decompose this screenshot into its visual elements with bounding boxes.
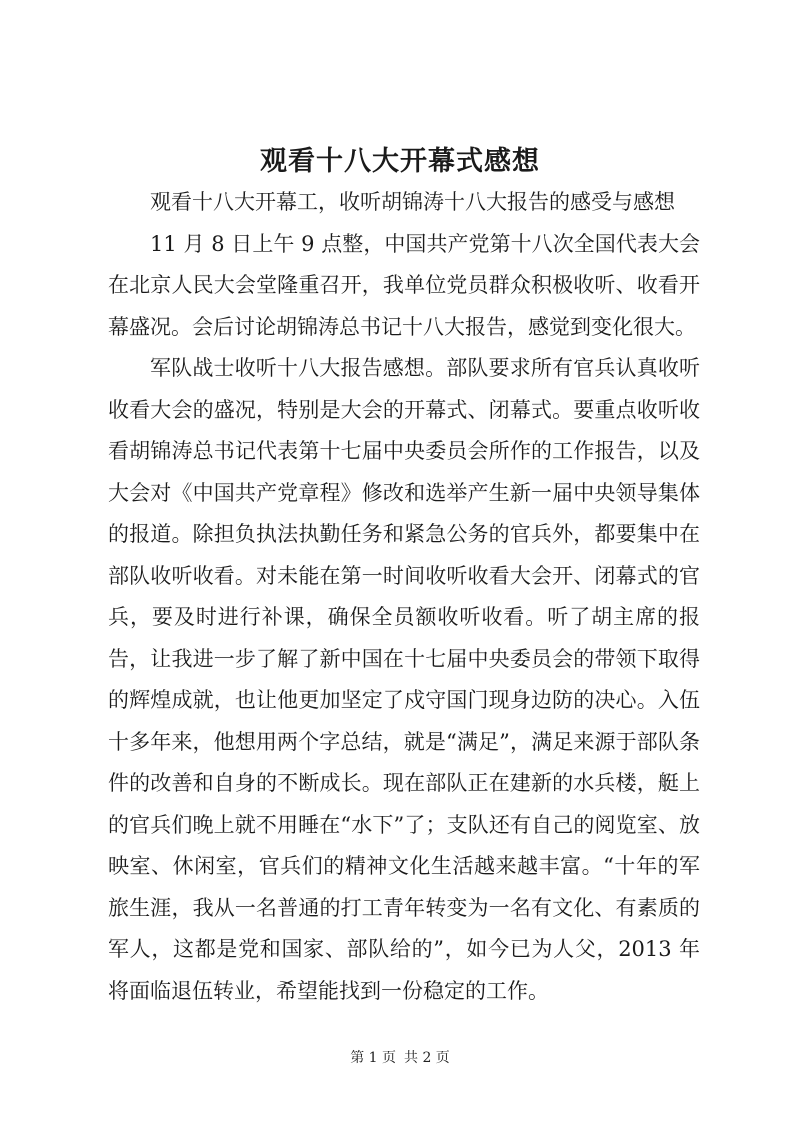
page-number: 第 1 页 [350,1050,396,1066]
body-paragraph: 11 月 8 日上午 9 点整，中国共产党第十八次全国代表大会在北京人民大会堂隆重召开，我单位党员群众积极收听、收看开幕盛况。会后讨论胡锦涛总书记十八大报告，感觉到变化很大。 [108,231,700,339]
document-body [108,182,700,1012]
subtitle-paragraph: 观看十八大开幕工，收听胡锦涛十八大报告的感受与感想 [150,190,675,214]
document-title: 观看十八大开幕式感想 [260,146,540,177]
body-paragraph: 军队战士收听十八大报告感想。部队要求所有官兵认真收听收看大会的盛况，特别是大会的开幕式、闭幕式。要重点收听收看胡锦涛总书记代表第十七届中央委员会所作的工作报告，以及大会对《中国共产党章程》修改和选举产生新一届中央领导集体的报道。除担负执法执勤任务和紧急公务的官兵外，都要集中在部队收听收看。对未能在第一时间收听收看大会开、闭幕式的官兵，要及时进行补课，确保全员额收听收看。听了胡主席的报告，让我进一步了解了新中国在十七届中央委员会的带领下取得的辉煌成就，也让他更加坚定了戍守国门现身边防的决心。入伍十多年来，他想用两个字总结，就是“满足”，满足来源于部队条件的改善和自身的不断成长。现在部队正在建新的水兵楼，艇上的官兵们晚上就不用睡在“水下”了；支队还有自己的阅览室、放映室、休闲室，官兵们的精神文化生活越来越丰富。“十年的军旅生涯，我从一名普通的打工青年转变为一名有文化、有素质的军人，这都是党和国家、部队给的”，如今已为人父，2013 年将面临退伍转业，希望能找到一份稳定的工作。 [108,356,700,1003]
page-footer [0,1048,800,1068]
page-total: 共 2 页 [404,1050,450,1066]
